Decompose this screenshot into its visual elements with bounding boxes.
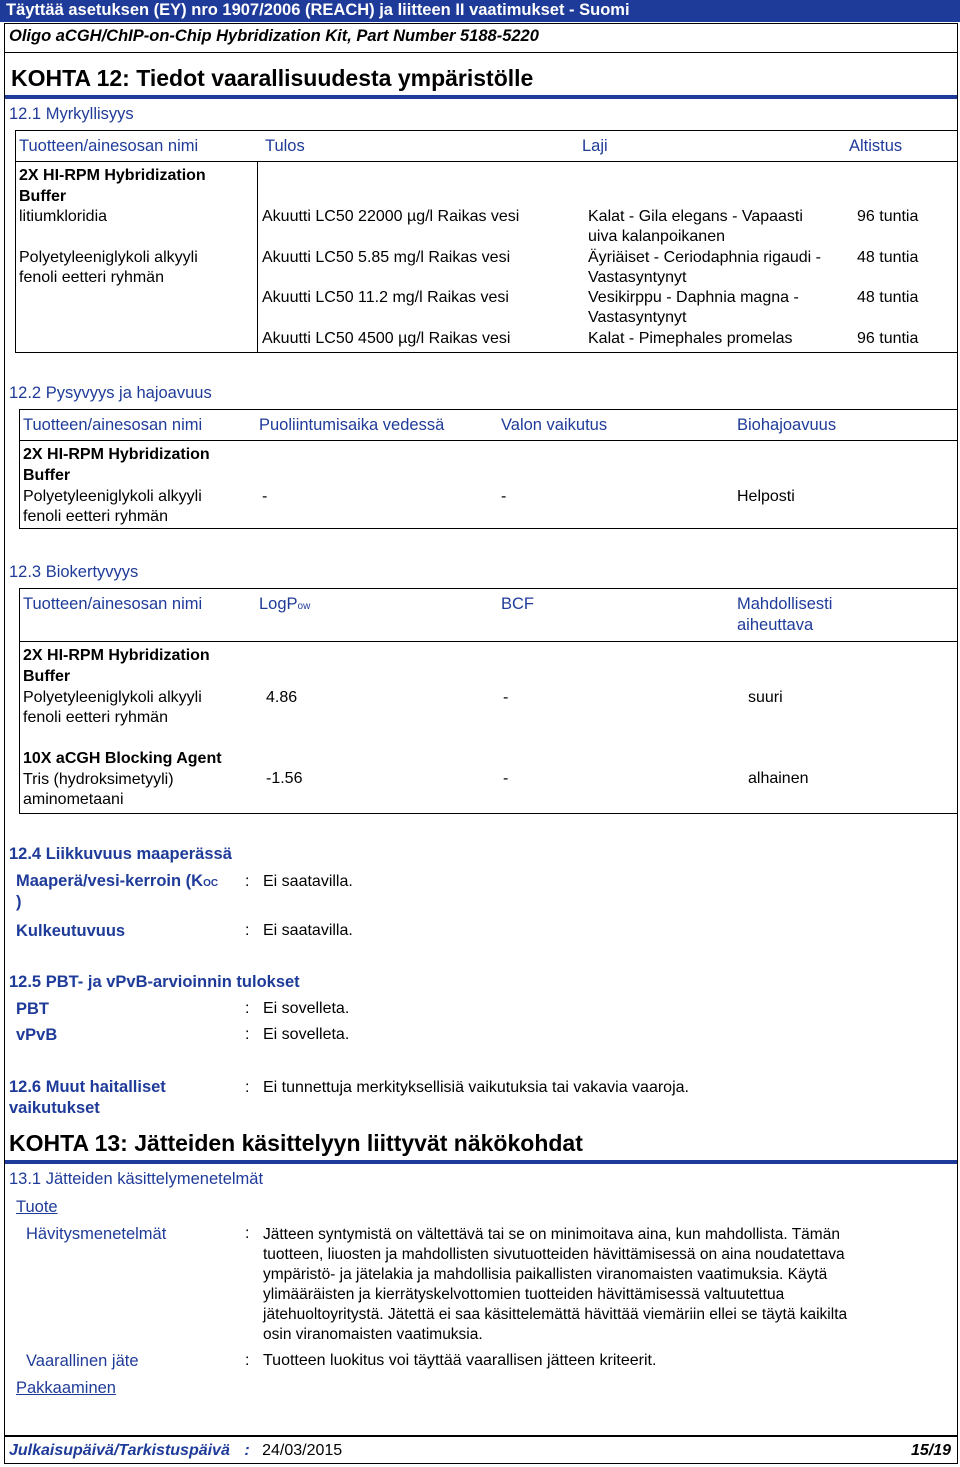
product-header: Oligo aCGH/ChIP-on-Chip Hybridization Kit, Part Number 5188-5220 (4, 23, 958, 53)
persistence-biodeg-value: Helposti (737, 488, 795, 505)
pbt-value: Ei sovelleta. (263, 1000, 350, 1017)
pbt-title: 12.5 PBT- ja vPvB-arvioinnin tulokset (9, 973, 300, 991)
koc-label-close: ) (16, 893, 22, 911)
toxicity-row-species: Vesikirppu - Daphnia magna - (588, 289, 799, 306)
toxicity-header-name: Tuotteen/ainesosan nimi (19, 137, 199, 155)
bioacc-table (19, 588, 958, 814)
persistence-name: Polyetyleeniglykoli alkyyli (23, 488, 202, 505)
other-effects-title-2: vaikutukset (9, 1099, 100, 1117)
toxicity-title: 12.1 Myrkyllisyys (9, 105, 134, 123)
toxicity-row-result: Akuutti LC50 11.2 mg/l Raikas vesi (262, 289, 509, 306)
toxicity-row-exposure: 48 tuntia (857, 289, 919, 306)
toxicity-header-result: Tulos (265, 137, 305, 155)
disposal-line: tuotteen, liuosten ja mahdollisten sivutuotteiden hävittämisessä on aina noudatettava (263, 1246, 845, 1263)
document-body (4, 53, 958, 1436)
bioacc-row-bcf: - (503, 770, 509, 787)
product-label: Tuote (16, 1198, 58, 1216)
toxicity-row-species-2: uiva kalanpoikanen (588, 228, 725, 245)
toxicity-row-species-2: Vastasyntynyt (588, 269, 687, 286)
bioacc-row-name-2: fenoli eetteri ryhmän (23, 709, 168, 726)
toxicity-table (15, 130, 958, 353)
toxicity-row-exposure: 96 tuntia (857, 330, 919, 347)
koc-colon: : (245, 873, 250, 890)
bioacc-row-potential: suuri (748, 689, 783, 706)
footer-label: Julkaisupäivä/Tarkistuspäivä (9, 1442, 230, 1459)
toxicity-header-rule (16, 161, 957, 162)
footer-colon: : (244, 1442, 250, 1459)
packaging-label: Pakkaaminen (16, 1379, 116, 1397)
mobility-title: 12.4 Liikkuvuus maaperässä (9, 845, 232, 863)
toxicity-row-result: Akuutti LC50 22000 µg/l Raikas vesi (262, 208, 520, 225)
vpvb-value: Ei sovelleta. (263, 1026, 350, 1043)
toxicity-row-species: Kalat - Pimephales promelas (588, 330, 793, 347)
toxicity-row-exposure: 48 tuntia (857, 249, 919, 266)
regulation-header: Täyttää asetuksen (EY) nro 1907/2006 (REACH) ja liitteen II vaatimukset - Suomi (0, 0, 960, 22)
hazwaste-colon: : (245, 1352, 250, 1369)
mobility-label: Kulkeutuvuus (16, 922, 126, 940)
bioacc-row-bcf: - (503, 689, 509, 706)
toxicity-product-name-2: Buffer (19, 188, 67, 205)
disposal-text (263, 1225, 953, 1345)
disposal-colon: : (245, 1225, 250, 1242)
persistence-header-biodeg: Biohajoavuus (737, 416, 837, 434)
bioacc-row-logp: 4.86 (266, 689, 298, 706)
persistence-header-halflife: Puoliintumisaika vedessä (259, 416, 445, 434)
toxicity-row-name: Polyetyleeniglykoli alkyyli (19, 249, 198, 266)
hazwaste-label: Vaarallinen jäte (26, 1352, 139, 1370)
bioacc-title: 12.3 Biokertyvyys (9, 563, 139, 581)
bioacc-row-name-2: aminometaani (23, 791, 124, 808)
disposal-line: Jätteen syntymistä on vältettävä tai se on minimoitava aina, kun mahdollista. Tämän (263, 1226, 840, 1243)
section-12-title: KOHTA 12: Tiedot vaarallisuudesta ympäristölle (11, 65, 534, 91)
pbt-colon: : (245, 1000, 250, 1017)
persistence-header-rule (20, 440, 957, 441)
koc-label-sub: OC (203, 878, 219, 889)
waste-methods-title: 13.1 Jätteiden käsittelymenetelmät (9, 1170, 264, 1188)
toxicity-row-species: Kalat - Gila elegans - Vapaasti (588, 208, 803, 225)
disposal-line: ympäristö- ja jätelakia ja mahdollisia paikallisten viranomaisten vaatimuksia. Käytä (263, 1266, 828, 1283)
koc-label-text: Maaperä/vesi-kerroin (K (16, 872, 204, 890)
bioacc-header-rule (20, 641, 957, 642)
bioacc-row-product-2: Buffer (23, 668, 71, 685)
other-effects-colon: : (245, 1079, 250, 1096)
persistence-light-value: - (501, 488, 507, 505)
section-12-rule (5, 95, 957, 99)
toxicity-header-species: Laji (582, 137, 608, 155)
bioacc-row-product: 2X HI-RPM Hybridization (23, 647, 210, 664)
toxicity-row-species: Äyriäiset - Ceriodaphnia rigaudi - (588, 249, 821, 266)
persistence-table (19, 409, 958, 529)
disposal-line: jätehuoltoyritystä. Jätettä ei saa käsittelemättä hävittää viemäriin ellei se täytä kaikilta (263, 1306, 848, 1323)
footer (4, 1436, 958, 1464)
persistence-product: 2X HI-RPM Hybridization (23, 446, 210, 463)
toxicity-row-name: litiumkloridia (19, 208, 108, 225)
bioacc-row-potential: alhainen (748, 770, 809, 787)
footer-date: 24/03/2015 (262, 1442, 343, 1459)
bioacc-row-product: 10X aCGH Blocking Agent (23, 750, 222, 767)
toxicity-row-result: Akuutti LC50 5.85 mg/l Raikas vesi (262, 249, 511, 266)
bioacc-header-name: Tuotteen/ainesosan nimi (23, 595, 203, 613)
bioacc-row-logp: -1.56 (266, 770, 303, 787)
hazwaste-value: Tuotteen luokitus voi täyttää vaarallisen jätteen kriteerit. (263, 1352, 657, 1369)
vpvb-label: vPvB (16, 1026, 58, 1044)
bioacc-header-logp-text: LogP (259, 595, 298, 613)
bioacc-header-bcf: BCF (501, 595, 534, 613)
toxicity-col-divider (257, 161, 258, 353)
disposal-line: osin viranomaisten vaatimuksia. (263, 1326, 483, 1343)
other-effects-value: Ei tunnettuja merkityksellisiä vaikutuksia tai vakavia vaaroja. (263, 1079, 689, 1096)
persistence-halflife-value: - (262, 488, 268, 505)
toxicity-product-name: 2X HI-RPM Hybridization (19, 167, 206, 184)
koc-label (16, 872, 218, 891)
bioacc-header-potential: Mahdollisesti (737, 595, 833, 613)
pbt-label: PBT (16, 1000, 49, 1018)
persistence-product-2: Buffer (23, 467, 71, 484)
persistence-header-light: Valon vaikutus (501, 416, 608, 434)
toxicity-row-result: Akuutti LC50 4500 µg/l Raikas vesi (262, 330, 511, 347)
mobility-value: Ei saatavilla. (263, 922, 353, 939)
section-13-title: KOHTA 13: Jätteiden käsittelyyn liittyvät näkökohdat (9, 1130, 583, 1156)
persistence-title: 12.2 Pysyvyys ja hajoavuus (9, 384, 212, 402)
toxicity-row-name-2: fenoli eetteri ryhmän (19, 269, 164, 286)
toxicity-row-species-2: Vastasyntynyt (588, 309, 687, 326)
toxicity-row-exposure: 96 tuntia (857, 208, 919, 225)
persistence-header-name: Tuotteen/ainesosan nimi (23, 416, 203, 434)
koc-value: Ei saatavilla. (263, 873, 353, 890)
bioacc-row-name: Tris (hydroksimetyyli) (23, 771, 174, 788)
mobility-colon: : (245, 922, 250, 939)
toxicity-header-exposure: Altistus (849, 137, 903, 155)
section-13-rule (5, 1160, 957, 1164)
bioacc-header-logp-sub: ow (297, 601, 311, 612)
persistence-name-2: fenoli eetteri ryhmän (23, 508, 168, 525)
page-number: 15/19 (910, 1442, 951, 1459)
bioacc-header-logp (259, 594, 310, 617)
other-effects-title: 12.6 Muut haitalliset (9, 1078, 166, 1096)
bioacc-header-potential-2: aiheuttava (737, 616, 814, 634)
bioacc-row-name: Polyetyleeniglykoli alkyyli (23, 689, 202, 706)
disposal-label: Hävitysmenetelmät (26, 1225, 167, 1243)
disposal-line: ylimääräisten ja kierrätyskelvottomien tuotteiden hävittämisessä valtuutettua (263, 1286, 785, 1303)
vpvb-colon: : (245, 1026, 250, 1043)
